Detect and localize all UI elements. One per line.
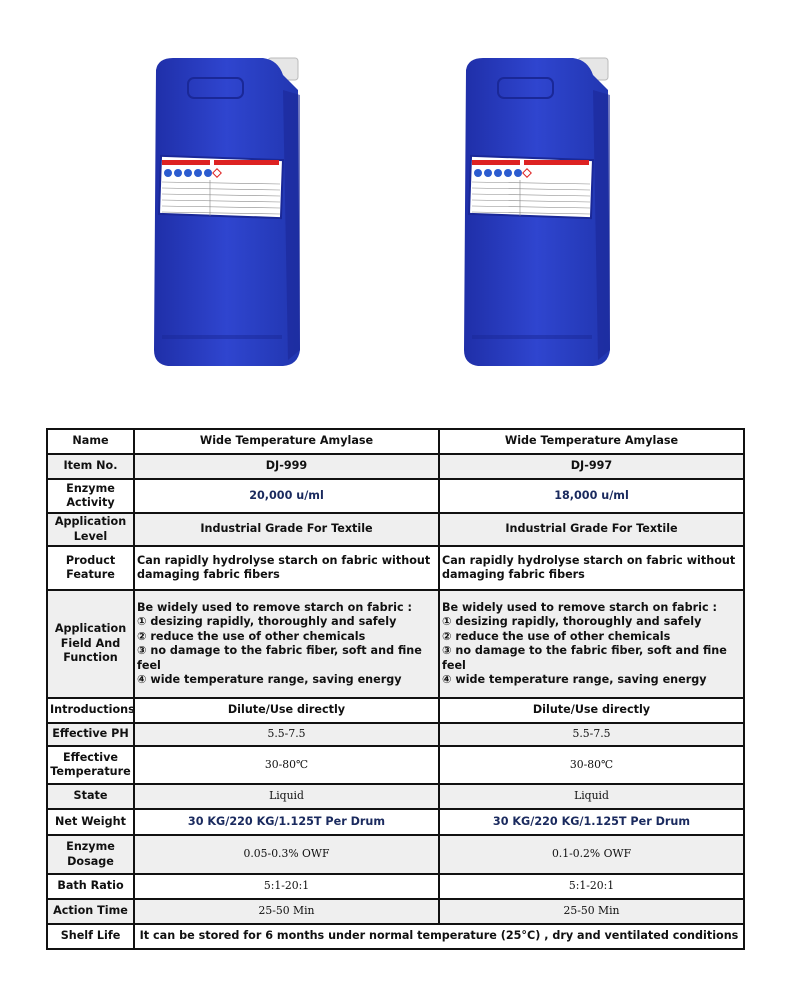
cell-dj-997: DJ-997 — [439, 454, 744, 479]
table-row-item-no — [47, 454, 744, 479]
cell-dj-999: 0.05-0.3% OWF — [134, 835, 439, 874]
row-label: Item No. — [47, 454, 134, 479]
cell-dj-997: Dilute/Use directly — [439, 698, 744, 723]
cell-dj-997: Liquid — [439, 784, 744, 809]
cell-dj-999: Industrial Grade For Textile — [134, 513, 439, 546]
cell-dj-997: 25-50 Min — [439, 899, 744, 924]
drum-image-dj-997 — [458, 50, 618, 370]
table-row-name — [47, 429, 744, 454]
table-row-introductions — [47, 698, 744, 723]
cell-dj-997: 0.1-0.2% OWF — [439, 835, 744, 874]
table-row-net-weight — [47, 809, 744, 835]
table-row-shelf-life — [47, 924, 744, 949]
spec-table — [46, 428, 745, 950]
cell-dj-999: 25-50 Min — [134, 899, 439, 924]
cell-dj-999: 5:1-20:1 — [134, 874, 439, 899]
cell-dj-997: 5.5-7.5 — [439, 723, 744, 746]
cell-dj-999: DJ-999 — [134, 454, 439, 479]
jerry-can-icon — [458, 50, 618, 370]
row-label: Enzyme Activity — [47, 479, 134, 513]
cell-dj-999: Dilute/Use directly — [134, 698, 439, 723]
cell-dj-999: Can rapidly hydrolyse starch on fabric without damaging fabric fibers — [134, 546, 439, 590]
table-row-action-time — [47, 899, 744, 924]
row-label: Bath Ratio — [47, 874, 134, 899]
cell-dj-999: Liquid — [134, 784, 439, 809]
row-label: Action Time — [47, 899, 134, 924]
cell-dj-997: 30-80℃ — [439, 746, 744, 784]
cell-shelf-life-merged: It can be stored for 6 months under normal temperature (25°C) , dry and ventilated conditions — [134, 924, 744, 949]
table-row-application-level — [47, 513, 744, 546]
table-row-state — [47, 784, 744, 809]
row-label: Shelf Life — [47, 924, 134, 949]
row-label: Application Level — [47, 513, 134, 546]
cell-dj-997: Industrial Grade For Textile — [439, 513, 744, 546]
row-label: Effective Temperature — [47, 746, 134, 784]
cell-dj-997: 30 KG/220 KG/1.125T Per Drum — [439, 809, 744, 835]
table-row-application-field — [47, 590, 744, 698]
product-images — [0, 0, 790, 420]
cell-dj-997: Be widely used to remove starch on fabric : ① desizing rapidly, thoroughly and safely ② reduce the use of other chemicals ③ no damage to the fabric fiber, soft and fine feel ④ wide temperature range, saving energy — [439, 590, 744, 698]
row-label: Effective PH — [47, 723, 134, 746]
cell-dj-997: 5:1-20:1 — [439, 874, 744, 899]
row-label: Introductions — [47, 698, 134, 723]
table-row-enzyme-dosage — [47, 835, 744, 874]
jerry-can-icon — [148, 50, 308, 370]
table-row-effective-ph — [47, 723, 744, 746]
cell-dj-999: 5.5-7.5 — [134, 723, 439, 746]
drum-image-dj-999 — [148, 50, 308, 370]
row-label: Application Field And Function — [47, 590, 134, 698]
row-label: Product Feature — [47, 546, 134, 590]
table-row-enzyme-activity — [47, 479, 744, 513]
cell-dj-997: Wide Temperature Amylase — [439, 429, 744, 454]
cell-dj-999: Wide Temperature Amylase — [134, 429, 439, 454]
row-label: Name — [47, 429, 134, 454]
row-label: Net Weight — [47, 809, 134, 835]
row-label: Enzyme Dosage — [47, 835, 134, 874]
cell-dj-999: 30-80℃ — [134, 746, 439, 784]
table-row-effective-temperature — [47, 746, 744, 784]
row-label: State — [47, 784, 134, 809]
table-row-bath-ratio — [47, 874, 744, 899]
cell-dj-997: Can rapidly hydrolyse starch on fabric without damaging fabric fibers — [439, 546, 744, 590]
cell-dj-999: Be widely used to remove starch on fabric : ① desizing rapidly, thoroughly and safely ② reduce the use of other chemicals ③ no damage to the fabric fiber, soft and fine feel ④ wide temperature range, saving energy — [134, 590, 439, 698]
cell-dj-997: 18,000 u/ml — [439, 479, 744, 513]
cell-dj-999: 20,000 u/ml — [134, 479, 439, 513]
table-row-product-feature — [47, 546, 744, 590]
cell-dj-999: 30 KG/220 KG/1.125T Per Drum — [134, 809, 439, 835]
